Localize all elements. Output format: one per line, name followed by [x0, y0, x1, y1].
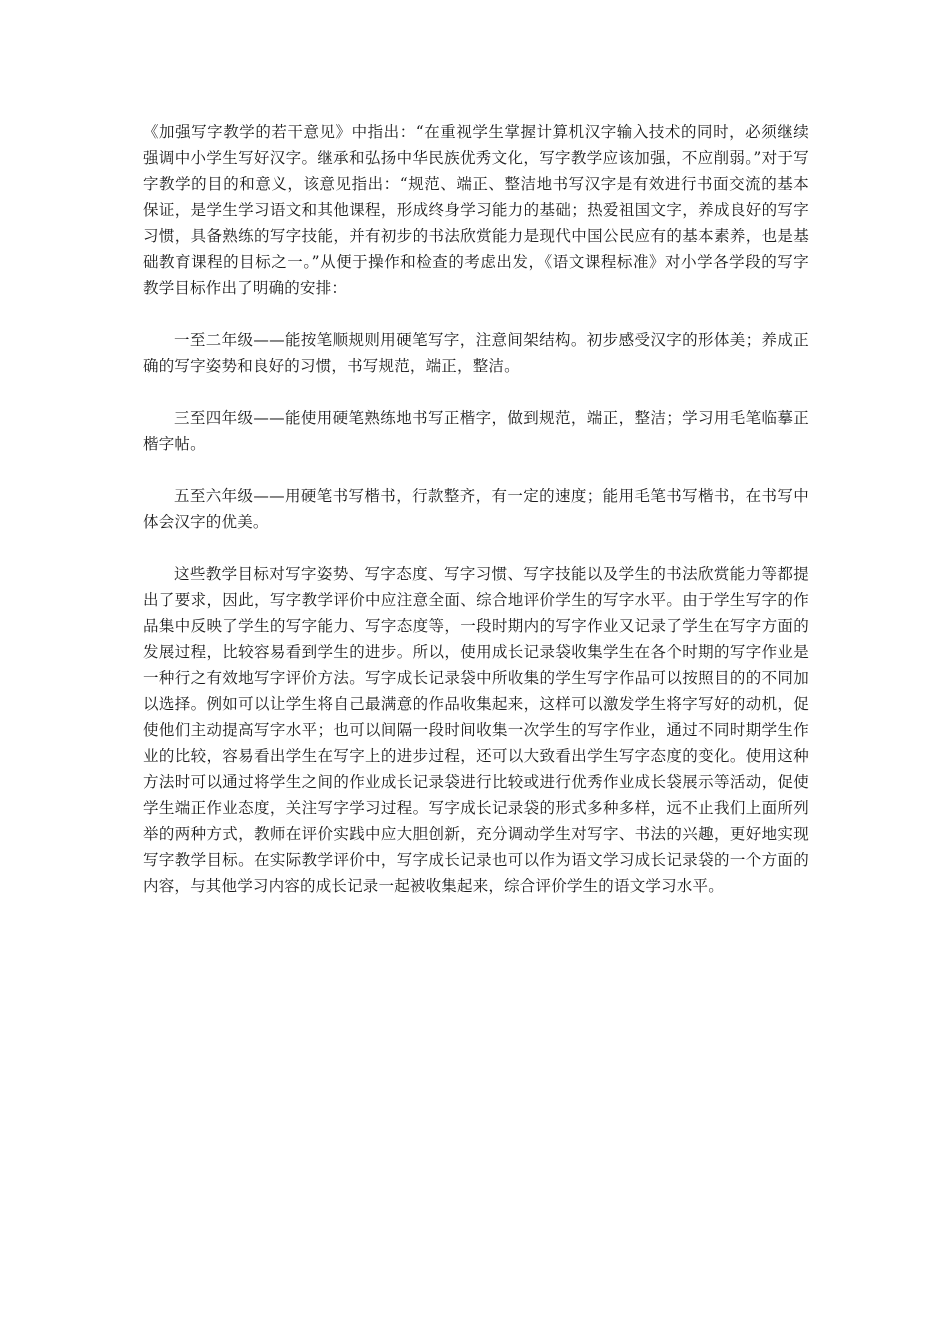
document-body — [143, 119, 809, 925]
grade-5-6-paragraph: 五至六年级——用硬笔书写楷书，行款整齐，有一定的速度；能用毛笔书写楷书，在书写中体会汉字的优美。 — [143, 487, 809, 531]
grade-1-2-paragraph: 一至二年级——能按笔顺规则用硬笔写字，注意间架结构。初步感受汉字的形体美；养成正确的写字姿势和良好的习惯，书写规范，端正，整洁。 — [143, 331, 809, 375]
evaluation-paragraph: 这些教学目标对写字姿势、写字态度、写字习惯、写字技能以及学生的书法欣赏能力等都提出了要求，因此，写字教学评价中应注意全面、综合地评价学生的写字水平。由于学生写字的作品集中反映了学生的写字能力、写字态度等，一段时期内的写字作业又记录了学生在写字方面的发展过程，比较容易看到学生的进步。所以，使用成长记录袋收集学生在各个时期的写字作业是一种行之有效地写字评价方法。写字成长记录袋中所收集的学生写字作品可以按照目的的不同加以选择。例如可以让学生将自己最满意的作品收集起来，这样可以激发学生将字写好的动机，促使他们主动提高写字水平；也可以间隔一段时间收集一次学生的写字作业，通过不同时期学生作业的比较，容易看出学生在写字上的进步过程，还可以大致看出学生写字态度的变化。使用这种方法时可以通过将学生之间的作业成长记录袋进行比较或进行优秀作业成长袋展示等活动，促使学生端正作业态度，关注写字学习过程。写字成长记录袋的形式多种多样，远不止我们上面所列举的两种方式，教师在评价实践中应大胆创新，充分调动学生对写字、书法的兴趣，更好地实现写字教学目标。在实际教学评价中，写字成长记录也可以作为语文学习成长记录袋的一个方面的内容，与其他学习内容的成长记录一起被收集起来，综合评价学生的语文学习水平。 — [143, 565, 809, 895]
grade-3-4-paragraph: 三至四年级——能使用硬笔熟练地书写正楷字，做到规范，端正，整洁；学习用毛笔临摹正楷字帖。 — [143, 409, 809, 453]
intro-paragraph: 《加强写字教学的若干意见》中指出：“在重视学生掌握计算机汉字输入技术的同时，必须继续强调中小学生写好汉字。继承和弘扬中华民族优秀文化，写字教学应该加强，不应削弱。”对于写字教学的目的和意义，该意见指出：“规范、端正、整洁地书写汉字是有效进行书面交流的基本保证，是学生学习语文和其他课程，形成终身学习能力的基础；热爱祖国文字，养成良好的写字习惯，具备熟练的写字技能，并有初步的书法欣赏能力是现代中国公民应有的基本素养，也是基础教育课程的目标之一。”从便于操作和检查的考虑出发，《语文课程标准》对小学各学段的写字教学目标作出了明确的安排： — [143, 123, 809, 297]
